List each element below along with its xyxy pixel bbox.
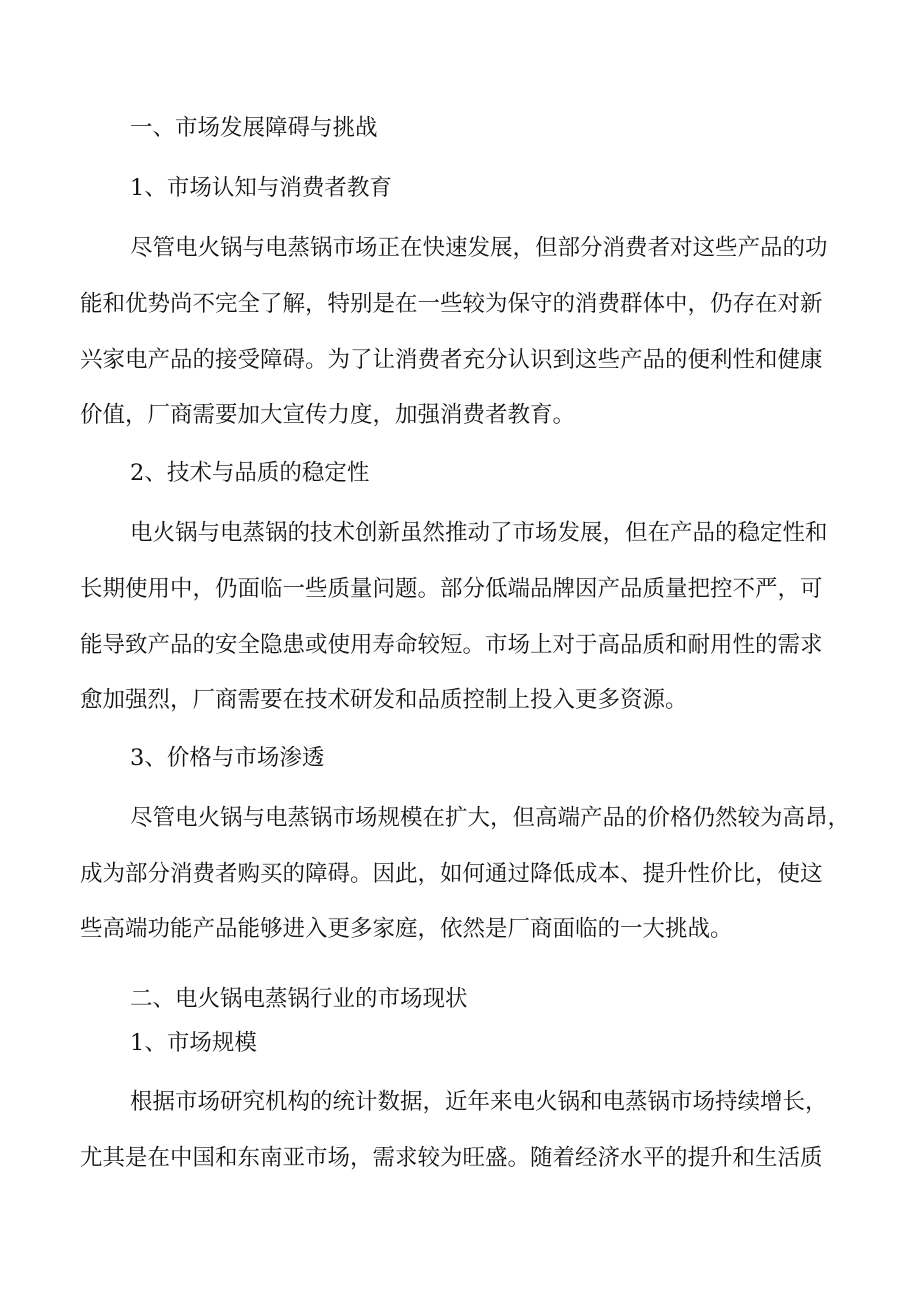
paragraph-line: 长期使用中，仍面临一些质量问题。部分低端品牌因产品质量把控不严，可 [80,576,823,602]
subsection-heading: 1、市场规模 [130,1030,257,1056]
paragraph-line: 些高端功能产品能够进入更多家庭，依然是厂商面临的一大挑战。 [80,916,733,942]
paragraph-line: 价值，厂商需要加大宣传力度，加强消费者教育。 [80,402,576,428]
paragraph-line: 尽管电火锅与电蒸锅市场规模在扩大，但高端产品的价格仍然较为高昂， [130,805,851,831]
paragraph-line: 成为部分消费者购买的障碍。因此，如何通过降低成本、提升性价比，使这 [80,861,823,887]
paragraph-line: 尽管电火锅与电蒸锅市场正在快速发展，但部分消费者对这些产品的功 [130,235,828,261]
subsection-heading: 2、技术与品质的稳定性 [130,460,370,486]
subsection-heading: 3、价格与市场渗透 [130,745,325,771]
paragraph-line: 能导致产品的安全隐患或使用寿命较短。市场上对于高品质和耐用性的需求 [80,632,823,658]
paragraph-line: 能和优势尚不完全了解，特别是在一些较为保守的消费群体中，仍存在对新 [80,291,823,317]
paragraph-line: 兴家电产品的接受障碍。为了让消费者充分认识到这些产品的便利性和健康 [80,347,823,373]
subsection-heading: 1、市场认知与消费者教育 [130,175,392,201]
paragraph-line: 尤其是在中国和东南亚市场，需求较为旺盛。随着经济水平的提升和生活质 [80,1145,823,1171]
paragraph-line: 根据市场研究机构的统计数据，近年来电火锅和电蒸锅市场持续增长， [130,1089,828,1115]
paragraph-line: 愈加强烈，厂商需要在技术研发和品质控制上投入更多资源。 [80,687,688,713]
section-heading: 一、市场发展障碍与挑战 [130,115,378,141]
section-heading: 二、电火锅电蒸锅行业的市场现状 [130,986,468,1012]
paragraph-line: 电火锅与电蒸锅的技术创新虽然推动了市场发展，但在产品的稳定性和 [130,520,828,546]
